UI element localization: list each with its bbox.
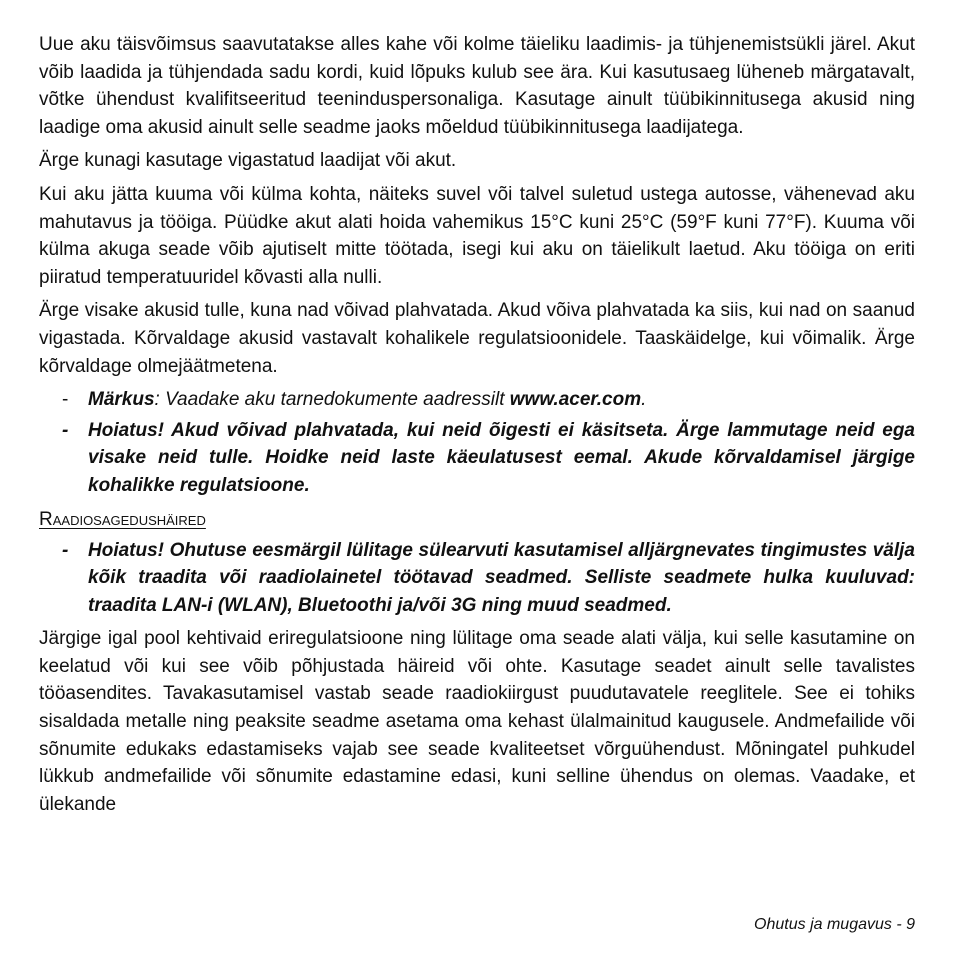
section-heading-radio-interference: Raadiosagedushäired [39,508,206,530]
note-url-link[interactable]: www.acer.com [509,389,642,411]
paragraph-damaged-charger: Ärge kunagi kasutage vigastatud laadijat või akut. [39,150,457,172]
note-end: . [641,389,647,411]
list-dash: - [62,419,69,441]
notes-list [39,386,915,499]
notes-list-radio [39,537,915,620]
paragraph-battery-capacity: Uue aku täisvõimsus saavutatakse alles kahe või kolme täieliku laadimis- ja tühjenemistsükli järel. Akut võib laadida ja tühjendada sadu kordi, kuid lõpuks kulub see ära. Kui kasutusaeg lüheneb märgatavalt, võtke ühendust kvalifitseeritud teeninduspersonaliga. Kasutage ainult tüübikinnitusega akusid ning laadige oma akusid ainult selle seadme jaoks mõeldud tüübikinnitusega laadijatega. [39,34,915,138]
paragraph-disposal: Ärge visake akusid tulle, kuna nad võivad plahvatada. Akud võiva plahvatada ka siis, kui nad on saanud vigastada. Kõrvaldage akusid vastavalt kohalikele regulatsioonidele. Taaskäidelge, kui võimalik. Ärge kõrvaldage olmejäätmetena. [39,300,915,377]
paragraph-regulations: Järgige igal pool kehtivaid eriregulatsioone ning lülitage oma seade alati välja, kui selle kasutamine on keelatud või kui see võib põhjustada häireid või ohte. Kasutage seadet ainult selle tavalistes tööasendites. Tavakasutamisel vastab seade raadiokiirgust puudutavatele reeglitele. See ei tohiks sisaldada metalle ning peaksite seadme asetama oma kehast ülalmainitud kaugusele. Andmefailide või sõnumite edukaks edastamiseks vajab see seade kvaliteetset võrguühendust. Mõningatel puhkudel lükkub andmefailide või sõnumite edastamine edasi, kuni selline ühendus on olemas. Vaadake, et ülekande [39,628,915,815]
page-footer: Ohutus ja mugavus - 9 [754,916,915,933]
list-dash: - [62,389,69,411]
warning-battery [39,417,915,500]
warning-radio [39,537,915,620]
note-text: : Vaadake aku tarnedokumente aadressilt [154,389,510,411]
note-item [39,386,915,414]
page-content [39,31,915,824]
paragraph-temperature: Kui aku jätta kuuma või külma kohta, näiteks suvel või talvel suletud ustega autosse, vähenevad aku mahutavus ja tööiga. Püüdke akut alati hoida vahemikus 15°C kuni 25°C (59°F kuni 77°F). Kuuma või külma akuga seade võib ajutiselt mitte töötada, isegi kui aku on täielikult laetud. Aku tööiga on eriti piiratud temperatuuridel kõvasti alla nulli. [39,183,915,288]
warning-battery-text: Hoiatus! Akud võivad plahvatada, kui neid õigesti ei käsitseta. Ärge lammutage neid ega visake neid tulle. Hoidke neid laste käeulatusest eemal. Akude kõrvaldamisel järgige kohalikke regulatsioone. [88,419,915,496]
note-label: Märkus [88,389,155,411]
list-dash: - [62,539,69,561]
warning-radio-text: Hoiatus! Ohutuse eesmärgil lülitage sülearvuti kasutamisel alljärgnevates tingimustes välja kõik traadita või raadiolainetel töötavad seadmed. Selliste seadmete hulka kuuluvad: traadita LAN-i (WLAN), Bluetoothi ja/või 3G ning muud seadmed. [88,539,915,616]
